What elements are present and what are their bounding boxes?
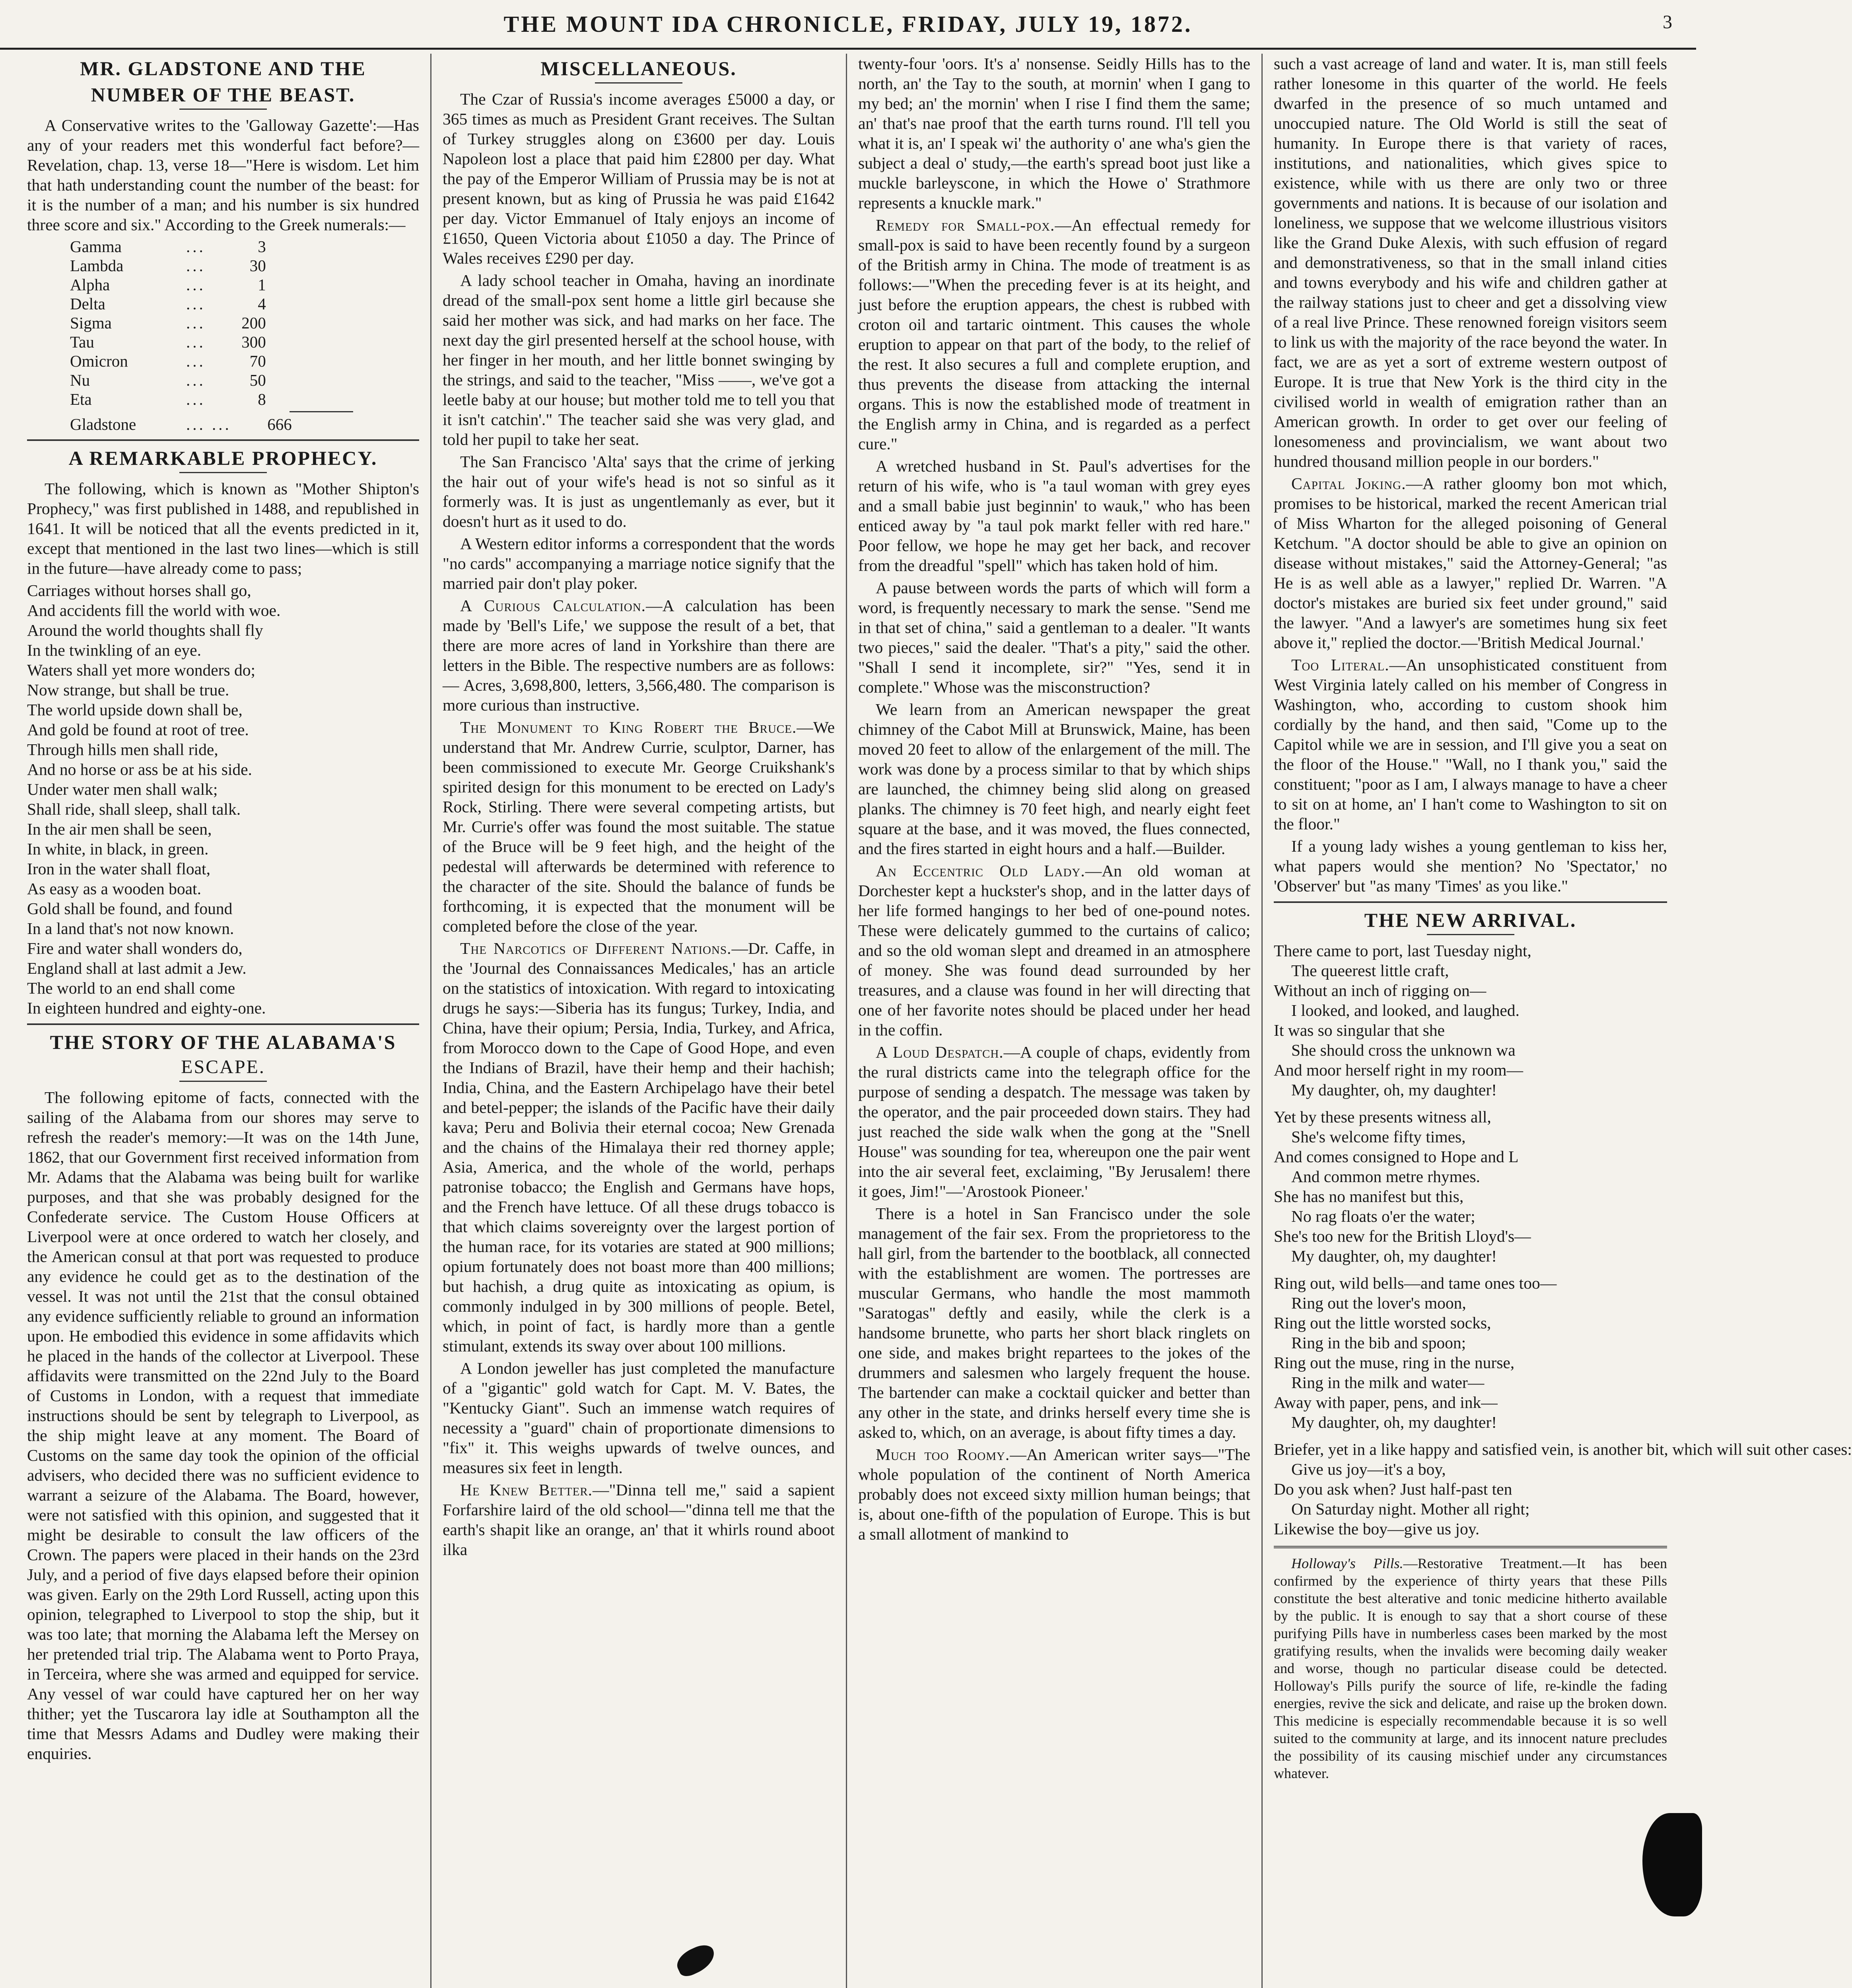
runin-heading: The Narcotics of Different Nations.: [460, 939, 732, 957]
divider: [179, 1081, 267, 1082]
verse-line: Now strange, but shall be true.: [27, 681, 229, 699]
verse-line: Shall ride, shall sleep, shall talk.: [27, 800, 241, 818]
divider: [27, 439, 419, 441]
article-pause-words: A pause between words the parts of which will form a word, is frequently necessary to mark the sense. "Send me in that set of china," said a gentleman to a dealer. "It wants two pieces," said the dealer. "That's a pity," said the other. "Shall I send it incomplete, sir?" "Yes, send it in complete." Whose was the misconstruction?: [858, 579, 1250, 696]
verse-line: In white, in black, in green.: [27, 840, 209, 858]
numeral-dots: ...: [186, 256, 206, 275]
alabama-headline: THE STORY OF THE ALABAMA'S: [50, 1031, 396, 1053]
poem-line: Ring out, wild bells—and tame ones too—: [1274, 1274, 1557, 1292]
runin-heading: A Loud Despatch.: [876, 1043, 1004, 1061]
poem-stanza: [1274, 941, 1667, 1100]
numeral-letter: Omicron: [70, 352, 128, 370]
verse-line: Through hills men shall ride,: [27, 740, 218, 759]
poem-line: My daughter, oh, my daughter!: [1291, 1081, 1497, 1099]
greek-numeral-row: [67, 332, 269, 351]
beast-headline-2: NUMBER OF THE BEAST.: [91, 83, 356, 106]
verse-line: Gold shall be found, and found: [27, 899, 233, 918]
article-knew-better-cont: twenty-four 'oors. It's a' nonsense. Seidly Hills has to the north, an' the Tay to the south, at mornin' when I gang to my bed; an' the mornin' when I rise I find them the same; an' that's nae proof that the earth turns round. I'll tell you what it is, an' I speak wi' the authority o' ane wha's gien the subject a deal o' study,—the earth's spread boot just like a muckle barleyscone, in which the Howe o' Strathmore represents a knuckle mark.": [858, 54, 1250, 212]
article-alta: The San Francisco 'Alta' says that the crime of jerking the hair out of your wife's head is not so sinful as it formerly was. It is just as ungentlemanly as ever, but it doesn't hurt as it used to do.: [443, 452, 835, 530]
numeral-value: 4: [258, 295, 266, 313]
poem-line: Without an inch of rigging on—: [1274, 981, 1487, 1000]
poem-line: My daughter, oh, my daughter!: [1291, 1247, 1497, 1265]
poem-line: No rag floats o'er the water;: [1291, 1207, 1475, 1225]
article-knew-better: [443, 1480, 835, 1559]
beast-headline: MR. GLADSTONE AND THE: [80, 57, 366, 80]
poem-line: She has no manifest but this,: [1274, 1187, 1464, 1206]
runin-heading: The Monument to King Robert the Bruce.: [460, 718, 797, 736]
divider: [595, 82, 682, 83]
numeral-value: 70: [249, 352, 266, 370]
masthead: [0, 0, 1696, 50]
article-bruce-monument: [443, 717, 835, 936]
poem-line: And common metre rhymes.: [1291, 1167, 1480, 1186]
divider: [27, 1023, 419, 1025]
poem-line: Ring in the milk and water—: [1291, 1373, 1485, 1392]
numeral-letter: Alpha: [70, 276, 110, 294]
numeral-letter: Tau: [70, 333, 94, 351]
article-text: —Dr. Caffe, in the 'Journal des Connaissances Medicales,' has an article on the statistics of intoxication. With regard to intoxicating drugs he says:—Siberia has its fungus; Turkey, India, and China, have their opium; Persia, India, Turkey, and Africa, from Morocco down to the Cape of Good Hope, and even the Indians of Brazil, have their hemp and their hachish; India, China, and the Eastern Archipelago have their betel and betel-pepper; the islands of the Pacific have their daily kava; Peru and Bolivia their eternal cocoa; New Grenada and the chains of the Himalaya their red thorney apple; Asia, America, and the whole of the world, perhaps patronise tobacco; the English and Germans have hops, and the French have lettuce. Of all these drugs tobacco is that which claims sovereignty over the largest portion of the human race, for its votaries are stated at 900 millions; opium fortunately does not boast more than 400 millions; but hachish, a drug quite as intoxicating as opium, is commonly indulged in by 300 millions of people. Betel, which, in point of fact, is hardly more than a gentle stimulant, extends its sway over about 100 millions.: [443, 939, 835, 1355]
article-too-literal: [1274, 655, 1667, 834]
greek-numeral-row: [67, 351, 269, 371]
runin-heading: Much too Roomy.: [876, 1445, 1010, 1464]
total-value: 666: [267, 415, 292, 433]
numeral-dots: ...: [186, 333, 206, 351]
column-1: [16, 54, 431, 1988]
verse-line: In the air men shall be seen,: [27, 820, 212, 838]
verse-line: England shall at last admit a Jew.: [27, 959, 247, 977]
poem-line: I looked, and looked, and laughed.: [1291, 1001, 1520, 1019]
verse-line: Waters shall yet more wonders do;: [27, 661, 256, 679]
article-capital-joking: [1274, 474, 1667, 652]
poem-line: Away with paper, pens, and ink—: [1274, 1393, 1498, 1411]
article-text: —A couple of chaps, evidently from the rural districts came into the telegraph office for the purpose of sending a despatch. The message was taken by the operator, and the pair proceeded down stairs. They had just reached the side walk when the gong at the "Snell House" was sounding for tea, whereupon one the pair went into the air several feet, exclaiming, "By Jerusalem! there it goes, Jim!"—'Arostook Pioneer.': [858, 1043, 1250, 1200]
numeral-dots: ...: [186, 314, 206, 332]
greek-total-table: [67, 415, 295, 434]
numeral-dots: ...: [186, 371, 206, 389]
poem-line: Ring out the little worsted socks,: [1274, 1314, 1491, 1332]
verse-line: Under water men shall walk;: [27, 780, 218, 798]
article-much-too-roomy: [858, 1444, 1250, 1544]
poem-line: Likewise the boy—give us joy.: [1274, 1520, 1480, 1538]
holloway-pills-ad: [1274, 1555, 1667, 1782]
numeral-letter: Sigma: [70, 314, 112, 332]
poem-line: My daughter, oh, my daughter!: [1291, 1413, 1497, 1431]
article-text: —An unsophisticated constituent from West Virginia lately called on his member of Congress in Washington, who, according to custom shook him cordially by the hand, and then said, "Come up to the Capitol while we are in session, and I'll give you a seat on the floor of the House." "Wall, no I thank you," said the constituent; "poor as I am, I always manage to have a cheer to sit on at home, an' I han't come to Washington to sit on the floor.": [1274, 656, 1667, 833]
article-text: —An American writer says—"The whole population of the continent of North America probably does not exceed sixty million human beings; that is, about one-fifth of the population of Europe. This is but a small allotment of mankind to: [858, 1445, 1251, 1543]
runin-heading: A Curious Calculation.: [460, 596, 646, 615]
runin-heading: Too Literal.: [1291, 656, 1389, 674]
article-curious-calculation: [443, 596, 835, 715]
numeral-value: 200: [241, 314, 266, 332]
poem-line: She's too new for the British Lloyd's—: [1274, 1227, 1531, 1245]
greek-numeral-row: [67, 294, 269, 313]
alabama-headline-2: ESCAPE.: [181, 1056, 265, 1077]
greek-numeral-row: [67, 390, 269, 409]
runin-heading: He Knew Better.: [460, 1481, 593, 1499]
divider: [179, 472, 267, 473]
poem-line: And moor herself right in my room—: [1274, 1061, 1524, 1079]
verse-line: The world upside down shall be,: [27, 701, 243, 719]
numeral-letter: Nu: [70, 371, 90, 389]
article-text: —A rather gloomy bon mot which, promises to be historical, marked the recent American trial of Miss Wharton for the alleged poisoning of General Ketchum. "A doctor should be able to give an opinion on disease without mistakes," said the Attorney-General; "as He is as well able as a lawyer," replied Dr. Warren. "A doctor's mistakes are buried six feet under ground," said the lawyer. "And a lawyer's are sometimes hung six feet above it," replied the doctor.—'British Medical Journal.': [1274, 474, 1667, 652]
poem-stanza: [1274, 1107, 1667, 1266]
poem-line: Ring out the lover's moon,: [1291, 1294, 1466, 1312]
poem-line: It was so singular that she: [1274, 1021, 1445, 1039]
verse-line: And accidents fill the world with woe.: [27, 601, 281, 619]
article-omaha-teacher: A lady school teacher in Omaha, having an inordinate dread of the small-pox sent home a little girl because she said her mother was sick, and had marks on her face. The next day the girl presented herself at the school house, with her finger in her mouth, and her little bonnet swinging by the strings, and said to the teacher, "Miss ——, we've got a leetle baby at our house; but mother told me to tell you that it isn't catchin'." The teacher said she was very glad, and told her pupil to take her seat.: [443, 271, 835, 448]
divider: [1274, 901, 1667, 903]
article-text: —An effectual remedy for small-pox is said to have been recently found by a surgeon of the British army in China. The mode of treatment is as follows:—"When the preceding fever is at its height, and just before the eruption appears, the chest is rubbed with croton oil and tartaric ointment. This causes the whole eruption to appear on that part of the body, to the relief of the rest. It also secures a full and complete eruption, and thus prevents the disease from attacking the internal organs. This is now the established mode of treatment in the English army in China, and is regarded as a perfect cure.": [858, 216, 1250, 453]
divider: [179, 109, 267, 110]
article-text: —An old woman at Dorchester kept a huckster's shop, and in the latter days of her life formed hangings to her bed of one-pound notes. These were delicately gummed to the curtains of calico; and so the old woman slept and dreamed in an atmosphere of money. She was found dead surrounded by her treasures, and a clause was found in her will directing that one of her favorite notes should be placed under her head in the coffin.: [858, 862, 1250, 1039]
poem-line: Yet by these presents witness all,: [1274, 1108, 1491, 1126]
article-text: —A calculation has been made by 'Bell's Life,' we suppose the result of a bet, that there are more acres of land in Yorkshire than there are letters in the Bible. The respective numbers are as follows:— Acres, 3,698,800, letters, 3,566,480. The comparison is more curious than instructive.: [443, 596, 835, 714]
numeral-dots: ...: [186, 390, 206, 408]
numeral-dots: ...: [186, 237, 206, 256]
ad-text: [1274, 1555, 1667, 1782]
total-label: Gladstone: [70, 415, 136, 433]
poem-line: Briefer, yet in a like happy and satisfied vein, is another bit, which will suit other cases:: [1274, 1440, 1852, 1458]
verse-line: Fire and water shall wonders do,: [27, 939, 243, 957]
article-sf-hotel: There is a hotel in San Francisco under the sole management of the fair sex. From the proprietoress to the hall girl, from the bartender to the bootblack, all connected with the establishment are women. The portresses are muscular Germans, who handle the most mammoth "Saratogas" deftly and easily, while the clerk is a handsome brunette, who parts her short black ringlets on one side, and makes bright repartees to the jokes of the drummers and salesmen who largely frequent the house. The bartender can make a cocktail quicker and better than any other in the state, and drinks herself every time she is asked to, which, on an average, is about fifty times a day.: [858, 1204, 1250, 1441]
greek-numeral-row: [67, 256, 269, 275]
ad-body: —Restorative Treatment.—It has been confirmed by the experience of thirty years that these Pills constitute the best alterative and tonic medicine hitherto available by the public. It is enough to say that a short course of these purifying Pills have in numberless cases been marked by the most gratifying results, when the invalids were becoming daily weaker and worse, though no particular disease could be detected. Holloway's Pills purify the source of life, re-kindle the fading energies, revive the sick and delicate, and raise up the broken down. This medicine is especially recommendable because it is so well suited to the community at large, and its innocent nature precludes the possibility of its causing mischief under any circumstances whatever.: [1274, 1555, 1667, 1781]
article-czar-income: The Czar of Russia's income averages £5000 a day, or 365 times as much as President Grant receives. The Sultan of Turkey struggles along on £3600 per day. Louis Napoleon lost a place that paid him £2800 per day. What the pay of the Emperor William of Prussia may be is not at present known, but as king of Prussia he was paid £1642 per day. Victor Emmanuel of Italy enjoys an income of £1650, Queen Victoria about £1050 a day. The Prince of Wales receives £290 per day.: [443, 90, 835, 267]
verse-line: In eighteen hundred and eighty-one.: [27, 999, 266, 1017]
column-4: [1263, 54, 1852, 1988]
alabama-article: The following epitome of facts, connected with the sailing of the Alabama from our shores may serve to refresh the reader's memory:—It was on the 14th June, 1862, that our Government first received information from Mr. Adams that the Alabama was being built for warlike purposes, and that she was probably designed for the Confederate service. The Custom House Officers at Liverpool were at once ordered to watch her closely, and the American consul at that port was requested to produce any evidence he could get as to the destination of the vessel. It was not until the 21st that the consul obtained any evidence sufficiently reliable to ground an information upon. He embodied this evidence in some affidavits which he placed in the hands of the collector at Liverpool. These affidavits were transmitted on the 22nd July to the Board of Customs in London, with a request that immediate instructions should be sent by telegraph to Liverpool, as the ship might leave at any moment. The Board of Customs on the same day took the opinion of the official advisers, who decided there was no sufficient evidence to warrant a seizure of the Alabama. The Board, however, were not satisfied with this opinion, and suggested that it might be desirable to consult the law officers of the Crown. The papers were placed in their hands on the 23rd July, and a period of five days elapsed before their opinion was given. Early on the 29th Lord Russell, acting upon this opinion, telegraphed to Liverpool to stop the ship, but it was too late; that morning the Alabama left the Mersey on her pretended trial trip. The Alabama went to Porto Praya, in Terceira, where she was armed and equipped for service. Any vessel of war could have captured her on her way thither; yet the Tuscarora lay idle at Southampton all the time that Messrs Adams and Dudley were making their enquiries.: [27, 1088, 419, 1763]
greek-numerals-table: [67, 237, 269, 409]
ad-title: Holloway's Pills.: [1291, 1555, 1403, 1571]
miscellaneous-headline: MISCELLANEOUS.: [540, 57, 737, 80]
new-arrival-poem: [1274, 941, 1852, 1539]
greek-numeral-row: [67, 275, 269, 294]
poem-line: Give us joy—it's a boy,: [1291, 1460, 1446, 1478]
numeral-letter: Gamma: [70, 237, 122, 256]
column-3: [847, 54, 1263, 1988]
numeral-value: 3: [258, 237, 266, 256]
poem-line: There came to port, last Tuesday night,: [1274, 942, 1531, 960]
prophecy-headline: A REMARKABLE PROPHECY.: [68, 447, 378, 469]
verse-line: In the twinkling of an eye.: [27, 641, 201, 659]
divider: [1274, 1546, 1667, 1548]
numeral-value: 1: [258, 276, 266, 294]
greek-numeral-row: [67, 313, 269, 332]
article-wretched-husband: A wretched husband in St. Paul's advertises for the return of his wife, who is "a taul woman with grey eyes and a small babie just beginnin' to wauk," who has been enticed away by "a taul pok markt feller with red hare." Poor fellow, we hope he may get her back, and recover from the dreadful "spell" which has taken hold of him.: [858, 457, 1250, 575]
new-arrival-headline: THE NEW ARRIVAL.: [1364, 909, 1577, 931]
article-smallpox-remedy: [858, 215, 1250, 454]
page-number: 3: [1663, 12, 1672, 33]
poem-line: The queerest little craft,: [1291, 961, 1449, 980]
article-narcotics: [443, 938, 835, 1356]
verse-line: Around the world thoughts shall fly: [27, 621, 263, 639]
poem-line: On Saturday night. Mother all right;: [1291, 1500, 1530, 1518]
verse-line: And gold be found at root of tree.: [27, 720, 249, 739]
runin-heading: An Eccentric Old Lady.: [876, 862, 1085, 880]
greek-numeral-row: [67, 237, 269, 256]
numeral-value: 300: [241, 333, 266, 351]
greek-total-row: [67, 415, 295, 434]
poem-stanza: [1274, 1439, 1852, 1539]
article-loud-despatch: [858, 1042, 1250, 1201]
numeral-dots: ...: [186, 276, 206, 294]
runin-heading: Remedy for Small-pox.: [876, 216, 1055, 234]
divider: [1427, 934, 1514, 935]
verse-line: Carriages without horses shall go,: [27, 581, 251, 600]
verse-line: In a land that's not now known.: [27, 919, 234, 938]
verse-line: And no horse or ass be at his side.: [27, 760, 252, 779]
poem-line: And comes consigned to Hope and L: [1274, 1147, 1519, 1166]
article-chimney: We learn from an American newspaper the great chimney of the Cabot Mill at Brunswick, Maine, has been moved 20 feet to allow of the enlargement of the mill. The work was done by a process similar to that by which ships are launched, the chimney being slid along on greased planks. The chimney is 70 feet high, and nearly eight feet square at the base, and it was moved, the flues connected, and the fires started in eight hours and a half.—Builder.: [858, 700, 1250, 858]
numeral-letter: Lambda: [70, 256, 124, 275]
numeral-dots: ...: [186, 352, 206, 370]
prophecy-intro: The following, which is known as "Mother Shipton's Prophecy," was first published in 1488, and republished in 1641. It will be noticed that all the events predicted in it, except that mentioned in the last two lines—which is still in the future—have already come to pass;: [27, 480, 419, 577]
verse-line: As easy as a wooden boat.: [27, 879, 201, 898]
poem-line: She should cross the unknown wa: [1291, 1041, 1516, 1059]
poem-stanza: [1274, 1273, 1667, 1432]
verse-line: Iron in the water shall float,: [27, 860, 210, 878]
poem-line: Do you ask when? Just half-past ten: [1274, 1480, 1512, 1498]
numeral-letter: Delta: [70, 295, 105, 313]
article-gold-watch: A London jeweller has just completed the manufacture of a "gigantic" gold watch for Capt. M. V. Bates, the "Kentucky Giant". Such an immense watch requires of necessity a "guard" chain of proportionate dimensions to "fix" it. This weighs upwards of twelve ounces, and measures six feet in length.: [443, 1359, 835, 1477]
prophecy-verse: [27, 580, 419, 1018]
greek-numeral-row: [67, 371, 269, 390]
article-young-lady: If a young lady wishes a young gentleman to kiss her, what papers would she mention? No 'Spectator,' no 'Observer' but "as many 'Times' as you like.": [1274, 837, 1667, 895]
poem-line: She's welcome fifty times,: [1291, 1128, 1466, 1146]
columns: [16, 54, 1852, 1988]
article-roomy-cont: such a vast acreage of land and water. It is, man still feels rather lonesome in this quarter of the world. He feels dwarfed in the presence of so much untamed and unoccupied nature. The Old World is still the seat of humanity. In Europe there is that variety of races, institutions, and nationalities, which gives spice to existence, while with us there are only two or three governments and nations. It is because of our isolation and loneliness, we suppose that we welcome illustrious visitors like the Grand Duke Alexis, with such effusion of regard and demonstrativeness, so that in the small inland cities and towns everybody and his wife and children gather at the railway stations just to cheer and get a dissolving view of a real live Prince. These renowned foreign visitors seem to link us with the majority of the race beyond the water. In fact, we are as yet a sort of extreme western outpost of Europe. It is true that New York is the third city in the civilised world in wealth of emigration rather than an American growth. In order to get over our feeling of lonesomeness and provincialism, we want about two hundred thousand million people in our borders.": [1274, 54, 1667, 470]
column-2: [431, 54, 847, 1988]
verse-line: The world to an end shall come: [27, 979, 235, 997]
article-text: —We understand that Mr. Andrew Currie, sculptor, Darner, has been commissioned to execute Mr. George Cruikshank's spirited design for this monument to be erected on Lady's Rock, Stirling. There were several competing artists, but Mr. Currie's offer was found the most suitable. The statue of the Bruce will be 9 feet high, and the height of the pedestal will afterwards be determined with reference to the character of the site. Should the balance of funds be forthcoming, it is expected that the monument will be completed before the close of the year.: [443, 718, 835, 935]
sum-rule: [290, 411, 353, 412]
numeral-value: 30: [249, 256, 266, 275]
article-text: —"Dinna tell me," said a sapient Forfarshire laird of the old school—"dinna tell me that the earth's shapit like an orange, an' that it whirls round aboot ilka: [443, 1481, 835, 1559]
numeral-value: 8: [258, 390, 266, 408]
beast-article: A Conservative writes to the 'Galloway Gazette':—Has any of your readers met this wonderful fact before?—Revelation, chap. 13, verse 18—"Here is wisdom. Let him that hath understanding count the number of the beast: for it is the number of a man; and his number is six hundred three score and six." According to the Greek numerals:—: [27, 116, 419, 234]
numeral-value: 50: [249, 371, 266, 389]
article-eccentric-lady: [858, 861, 1250, 1040]
numeral-dots: ...: [186, 295, 206, 313]
total-dots: ... ...: [186, 415, 231, 433]
article-no-cards: A Western editor informs a correspondent that the words "no cards" accompanying a marriage notice signify that the married pair don't play poker.: [443, 534, 835, 592]
poem-line: Ring in the bib and spoon;: [1291, 1334, 1466, 1352]
runin-heading: Capital Joking.: [1291, 474, 1406, 493]
numeral-letter: Eta: [70, 390, 92, 408]
poem-line: Ring out the muse, ring in the nurse,: [1274, 1353, 1515, 1372]
running-head: THE MOUNT IDA CHRONICLE, FRIDAY, JULY 19, 1872.: [503, 11, 1193, 37]
